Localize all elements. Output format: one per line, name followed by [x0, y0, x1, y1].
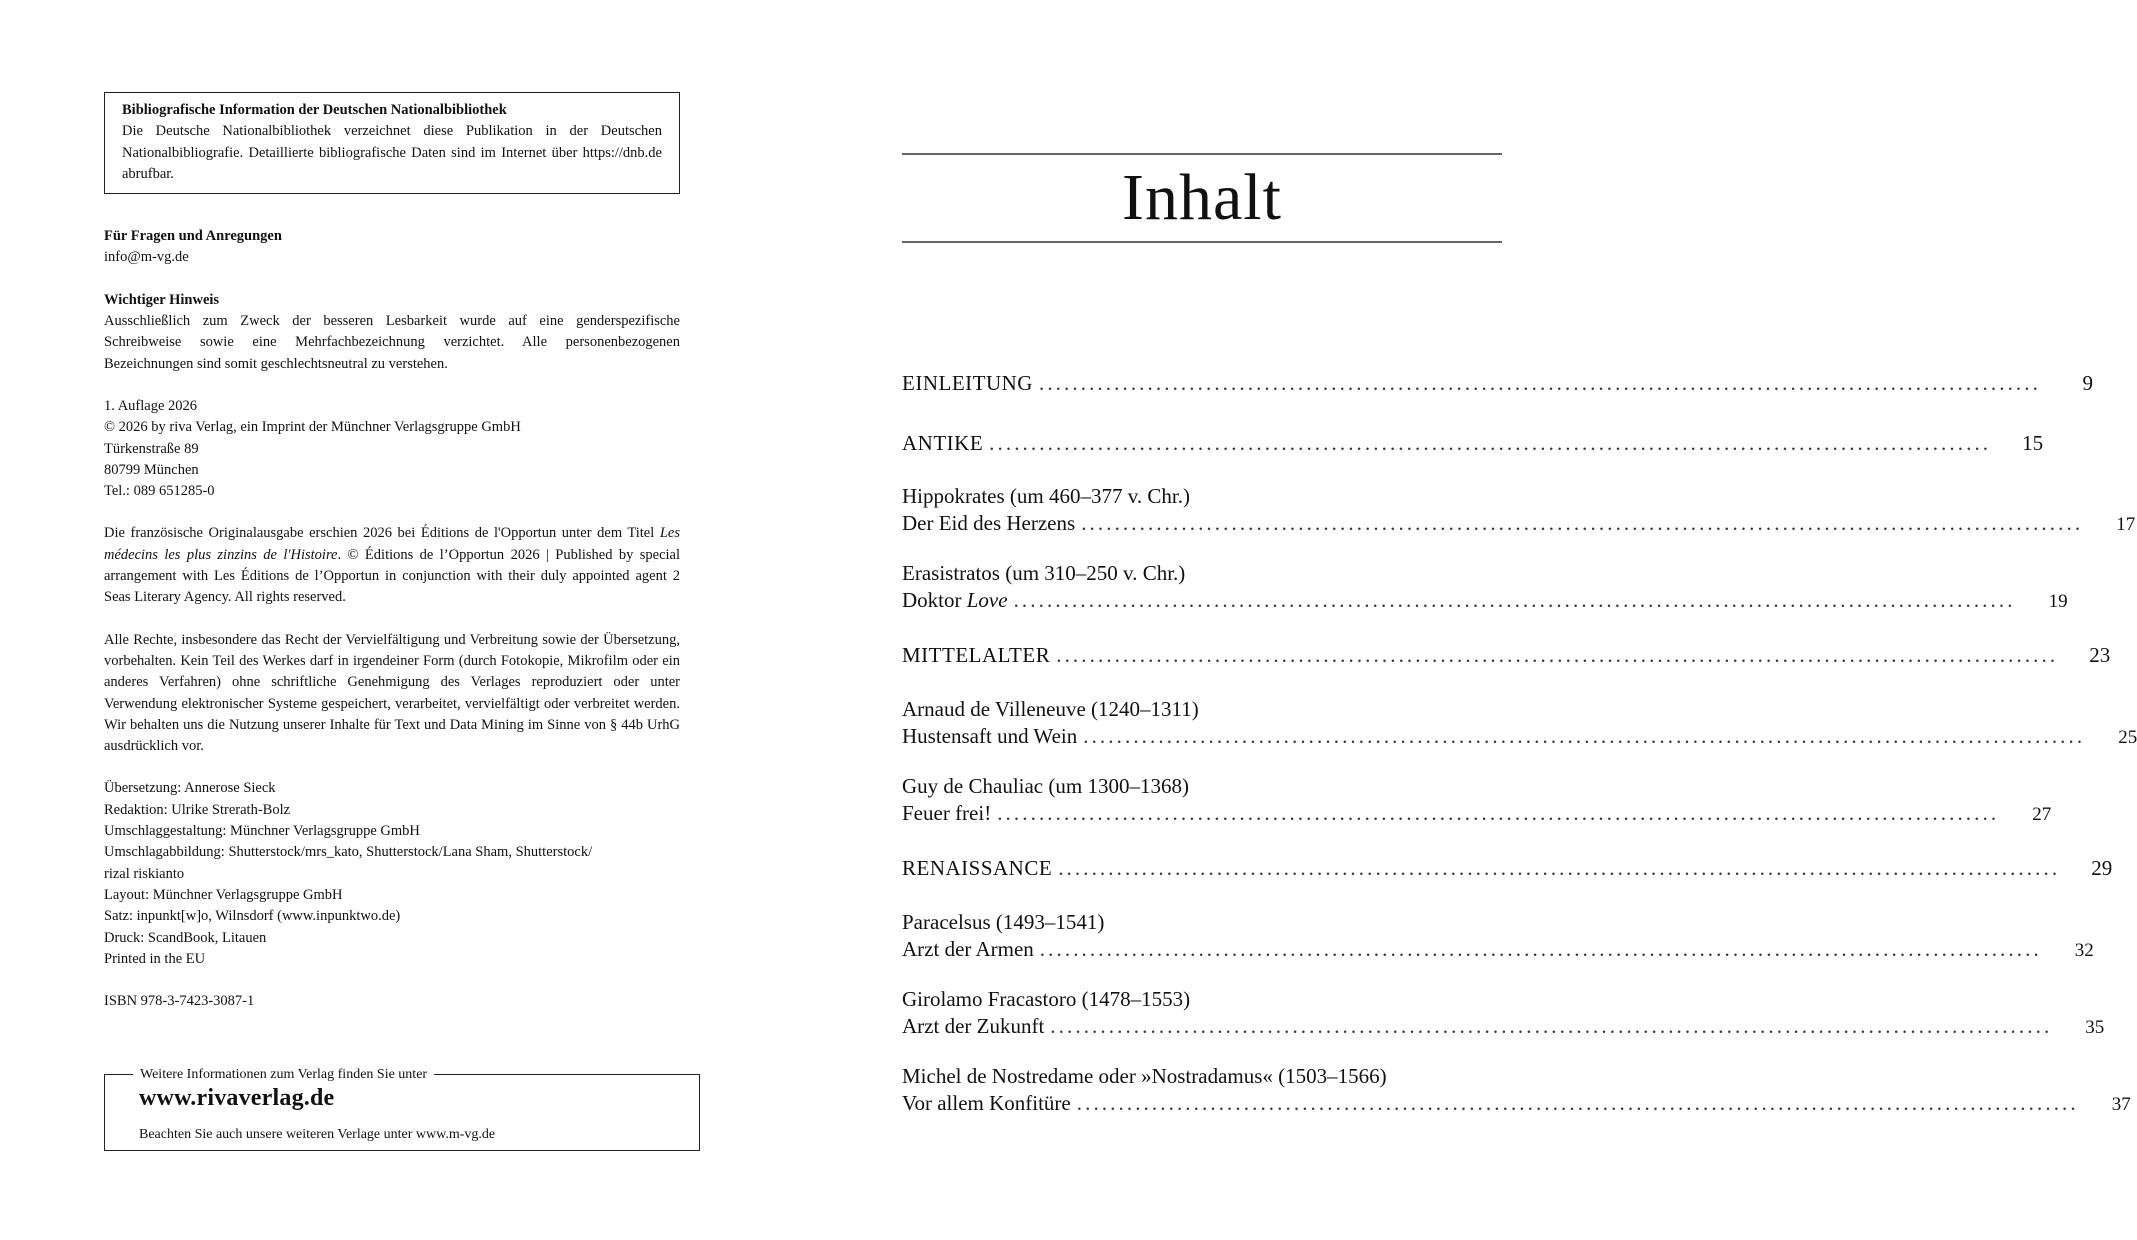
- dot-leader: ........................................................................................................................: [1058, 856, 2061, 880]
- questions-title: Für Fragen und Anregungen: [104, 228, 282, 245]
- toc-section: [902, 431, 2044, 456]
- city-line: 80799 München: [104, 461, 199, 478]
- bib-info-title: Bibliografische Information der Deutschen Nationalbibliothek: [122, 102, 507, 118]
- original-text-end: . © Éditions de l’Opportun 2026 | Published by special arrangement with Les Éditions de l’Opportun in conjunction with their duly appointed agent 2 Seas Literary Agency. All rights reserved.: [104, 546, 680, 606]
- questions-block: [104, 226, 680, 269]
- edition-block: [104, 396, 680, 502]
- phone-line: Tel.: 089 651285-0: [104, 483, 215, 500]
- toc-chapter-title: Girolamo Fracastoro (1478–1553): [902, 987, 1191, 1011]
- credit-line: Umschlagabbildung: Shutterstock/mrs_kato, Shutterstock/Lana Sham, Shutterstock/: [104, 844, 593, 861]
- contents-title: Inhalt: [1122, 161, 1282, 234]
- toc-page-number: 19: [2048, 591, 2068, 612]
- credit-line: Umschlaggestaltung: Münchner Verlagsgruppe GmbH: [104, 823, 420, 840]
- toc-page-number: 32: [2074, 940, 2094, 961]
- toc-page-number: 17: [2116, 514, 2136, 535]
- toc-page-number: 25: [2118, 727, 2137, 748]
- dot-leader: ........................................................................................................................: [1056, 643, 2059, 667]
- dot-leader: ........................................................................................................................: [1083, 724, 2086, 748]
- toc-chapter-subtitle: Der Eid des Herzens: [902, 511, 1076, 535]
- toc-chapter-subtitle: Vor allem Konfitüre: [902, 1091, 1071, 1115]
- toc-chapter-title: Guy de Chauliac (um 1300–1368): [902, 774, 1189, 798]
- rights-text: Alle Rechte, insbesondere das Recht der Vervielfältigung und Verbreitung sowie der Übersetzung, vorbehalten. Kein Teil des Werkes darf in irgendeiner Form (durch Fotokopie, Mikrofilm oder ein anderes Verfahren) ohne schriftliche Genehmigung des Verlages reproduziert oder unter Verwendung elektronischer Systeme gespeichert, verarbeitet, vervielfältigt oder verbreitet werden. Wir behalten uns die Nutzung unserer Inhalte für Text und Data Mining im Sinne von § 44b UrhG ausdrücklich vor.: [104, 631, 680, 755]
- publisher-url: www.rivaverlag.de: [139, 1085, 335, 1111]
- toc-chapter: [902, 909, 2094, 964]
- original-edition-text: [104, 523, 680, 608]
- subtitle-plain: Doktor: [902, 588, 967, 612]
- web-box-note: Beachten Sie auch unsere weiteren Verlage unter www.m-vg.de: [139, 1127, 496, 1142]
- toc-chapter: [902, 773, 2052, 828]
- dot-leader: ........................................................................................................................: [1050, 1014, 2053, 1038]
- credit-line: Layout: Münchner Verlagsgruppe GmbH: [104, 886, 343, 903]
- toc-page-number: 23: [2089, 643, 2111, 667]
- credits-block: [104, 778, 680, 970]
- bib-info-text: Die Deutsche Nationalbibliothek verzeichnet diese Publikation in der Deutschen Nationalbibliografie. Detaillierte bibliografische Daten sind im Internet über https://dnb.de abrufbar.: [122, 123, 662, 182]
- toc-chapter: [902, 483, 2136, 538]
- bibliographic-info-box: [104, 92, 680, 194]
- toc-section-title: MITTELALTER: [902, 643, 1051, 667]
- toc-chapter-subtitle: Hustensaft und Wein: [902, 724, 1078, 748]
- toc-chapter-title: Erasistratos (um 310–250 v. Chr.): [902, 561, 1186, 585]
- toc-chapter: [902, 560, 2068, 615]
- notice-title: Wichtiger Hinweis: [104, 291, 220, 308]
- subtitle-italic: Love: [966, 588, 1008, 612]
- toc-section: [902, 856, 2113, 881]
- toc-chapter-title: Hippokrates (um 460–377 v. Chr.): [902, 484, 1190, 508]
- credit-line: Satz: inpunkt[w]o, Wilnsdorf (www.inpunktwo.de): [104, 908, 401, 925]
- toc-page-number: 27: [2032, 804, 2052, 825]
- toc-section: [902, 371, 2093, 396]
- imprint-page: [104, 92, 680, 1142]
- dot-leader: ........................................................................................................................: [997, 801, 2000, 825]
- toc-section-title: EINLEITUNG: [902, 371, 1033, 395]
- toc-chapter-title: Paracelsus (1493–1541): [902, 910, 1105, 934]
- toc-chapter-subtitle: Arzt der Armen: [902, 937, 1034, 961]
- original-text-start: Die französische Originalausgabe erschien 2026 bei Éditions de l'Opportun unter dem Titel: [104, 525, 660, 542]
- toc-chapter-subtitle: Arzt der Zukunft: [902, 1014, 1045, 1038]
- credit-line: rizal riskianto: [104, 865, 185, 882]
- contents-page: [902, 153, 2137, 1115]
- street-line: Türkenstraße 89: [104, 440, 199, 457]
- dot-leader: ........................................................................................................................: [1013, 588, 2016, 612]
- credit-line: Übersetzung: Annerose Sieck: [104, 780, 276, 797]
- toc-section-title: RENAISSANCE: [902, 856, 1053, 880]
- toc-page-number: 29: [2091, 856, 2113, 880]
- dot-leader: ........................................................................................................................: [1081, 511, 2084, 535]
- isbn: ISBN 978-3-7423-3087-1: [104, 993, 255, 1010]
- original-title: Les médecins les plus zinzins de l'Histoire: [104, 525, 680, 563]
- toc-page-number: 15: [2022, 431, 2044, 455]
- edition-line: 1. Auflage 2026: [104, 397, 198, 414]
- toc-section-title: ANTIKE: [902, 431, 984, 455]
- web-box-caption: Weitere Informationen zum Verlag finden Sie unter: [133, 1064, 434, 1085]
- dot-leader: ........................................................................................................................: [1038, 371, 2041, 395]
- toc-chapter: [902, 986, 2105, 1041]
- questions-email: info@m-vg.de: [104, 249, 189, 266]
- toc-section: [902, 643, 2111, 668]
- credit-line: Redaktion: Ulrike Strerath-Bolz: [104, 801, 291, 818]
- publisher-web-box: [104, 1067, 700, 1151]
- toc-page-number: 35: [2085, 1017, 2105, 1038]
- copyright-line: © 2026 by riva Verlag, ein Imprint der Münchner Verlagsgruppe GmbH: [104, 419, 521, 436]
- credit-line: Druck: ScandBook, Litauen: [104, 929, 267, 946]
- toc-chapter: [902, 1063, 2131, 1118]
- notice-text: Ausschließlich zum Zweck der besseren Lesbarkeit wurde auf eine genderspezifische Schreibweise sowie eine Mehrfachbezeichnung verzichtet. Alle personenbezogenen Bezeichnungen sind somit geschlechtsneutral zu verstehen.: [104, 313, 680, 372]
- toc-chapter-subtitle: Feuer frei!: [902, 801, 992, 825]
- toc-chapter: [902, 696, 2137, 751]
- dot-leader: ........................................................................................................................: [989, 431, 1992, 455]
- toc-chapter-title: Michel de Nostredame oder »Nostradamus« (1503–1566): [902, 1064, 1387, 1088]
- toc-chapter-title: Arnaud de Villeneuve (1240–1311): [902, 697, 1199, 721]
- notice-block: [104, 290, 680, 375]
- toc-page-number: 9: [2082, 371, 2093, 395]
- toc-chapter-subtitle: [902, 587, 1008, 614]
- dot-leader: ........................................................................................................................: [1039, 937, 2042, 961]
- dot-leader: ........................................................................................................................: [1076, 1091, 2079, 1115]
- title-rule-bottom: [902, 241, 1502, 243]
- credit-line: Printed in the EU: [104, 950, 206, 967]
- toc-page-number: 37: [2111, 1094, 2131, 1115]
